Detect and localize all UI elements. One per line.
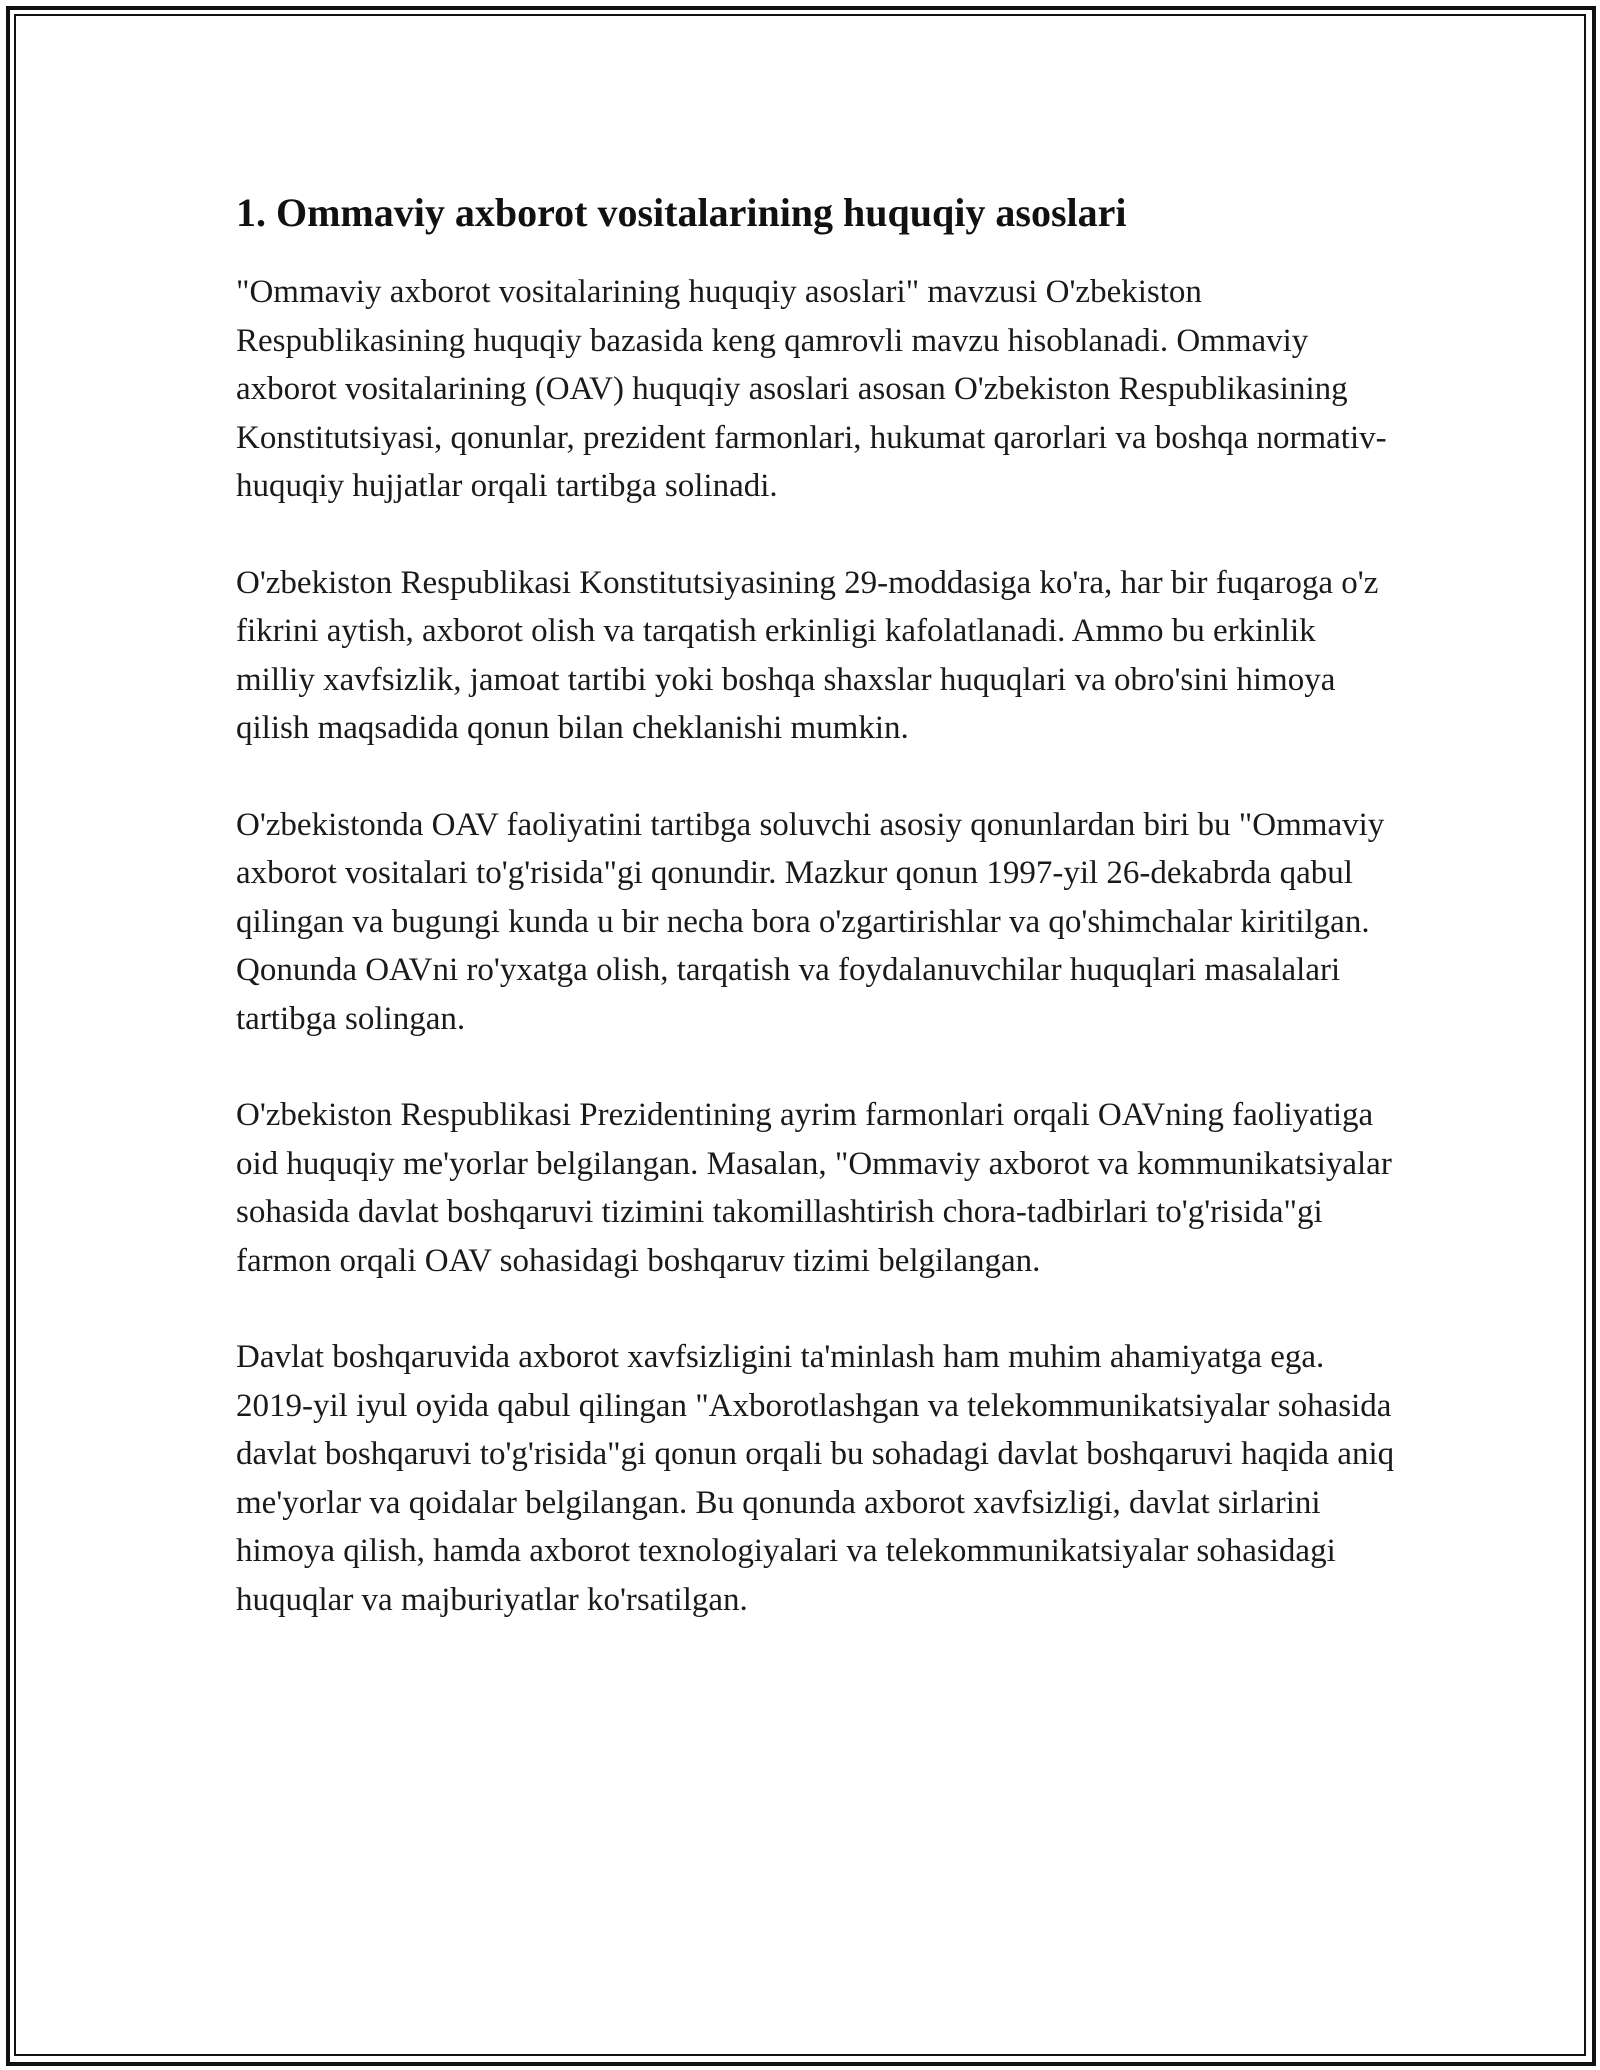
paragraph-4: O'zbekiston Respublikasi Prezidentining ayrim farmonlari orqali OAVning faoliyatiga oid huquqiy me'yorlar belgilangan. Masalan, "Ommaviy axborot va kommunikatsiyalar sohasida davlat boshqaruvi tizimini takomillashtirish chora-tadbirlari to'g'risida"gi farmon orqali OAV sohasidagi boshqaruv tizimi belgilangan. — [236, 1097, 1392, 1279]
paragraph-1: "Ommaviy axborot vositalarining huquqiy asoslari" mavzusi O'zbekiston Respublikasining huquqiy bazasida keng qamrovli mavzu hisoblanadi. Ommaviy axborot vositalarining (OAV) huquqiy asoslari asosan O'zbekiston Respublikasining Konstitutsiyasi, qonunlar, prezident farmonlari, hukumat qarorlari va boshqa normativ-huquqiy hujjatlar orqali tartibga solinadi. — [236, 274, 1387, 504]
paragraph-2: O'zbekiston Respublikasi Konstitutsiyasining 29-moddasiga ko'ra, har bir fuqaroga o'z fikrini aytish, axborot olish va tarqatish erkinligi kafolatlanadi. Ammo bu erkinlik milliy xavfsizlik, jamoat tartibi yoki boshqa shaxslar huquqlari va obro'sini himoya qilish maqsadida qonun bilan cheklanishi mumkin. — [236, 564, 1379, 746]
paragraph-3: O'zbekistonda OAV faoliyatini tartibga soluvchi asosiy qonunlardan biri bu "Ommaviy axborot vositalari to'g'risida"gi qonundir. Mazkur qonun 1997-yil 26-dekabrda qabul qilingan va bugungi kunda u bir necha bora o'zgartirishlar va qo'shimchalar kiritilgan. Qonunda OAVni ro'yxatga olish, tarqatish va foydalanuvchilar huquqlari masalalari tartibga solingan. — [236, 806, 1385, 1037]
section-heading: 1. Ommaviy axborot vositalarining huquqiy asoslari — [236, 190, 1127, 235]
document-body — [236, 186, 1396, 1624]
paragraph-5: Davlat boshqaruvida axborot xavfsizligini ta'minlash ham muhim ahamiyatga ega. 2019-yil iyul oyida qabul qilingan "Axborotlashgan va telekommunikatsiyalar sohasida davlat boshqaruvi to'g'risida"gi qonun orqali bu sohadagi davlat boshqaruvi haqida aniq me'yorlar va qoidalar belgilangan. Bu qonunda axborot xavfsizligi, davlat sirlarini himoya qilish, hamda axborot texnologiyalari va telekommunikatsiyalar sohasidagi huquqlar va majburiyatlar ko'rsatilgan. — [236, 1339, 1395, 1618]
